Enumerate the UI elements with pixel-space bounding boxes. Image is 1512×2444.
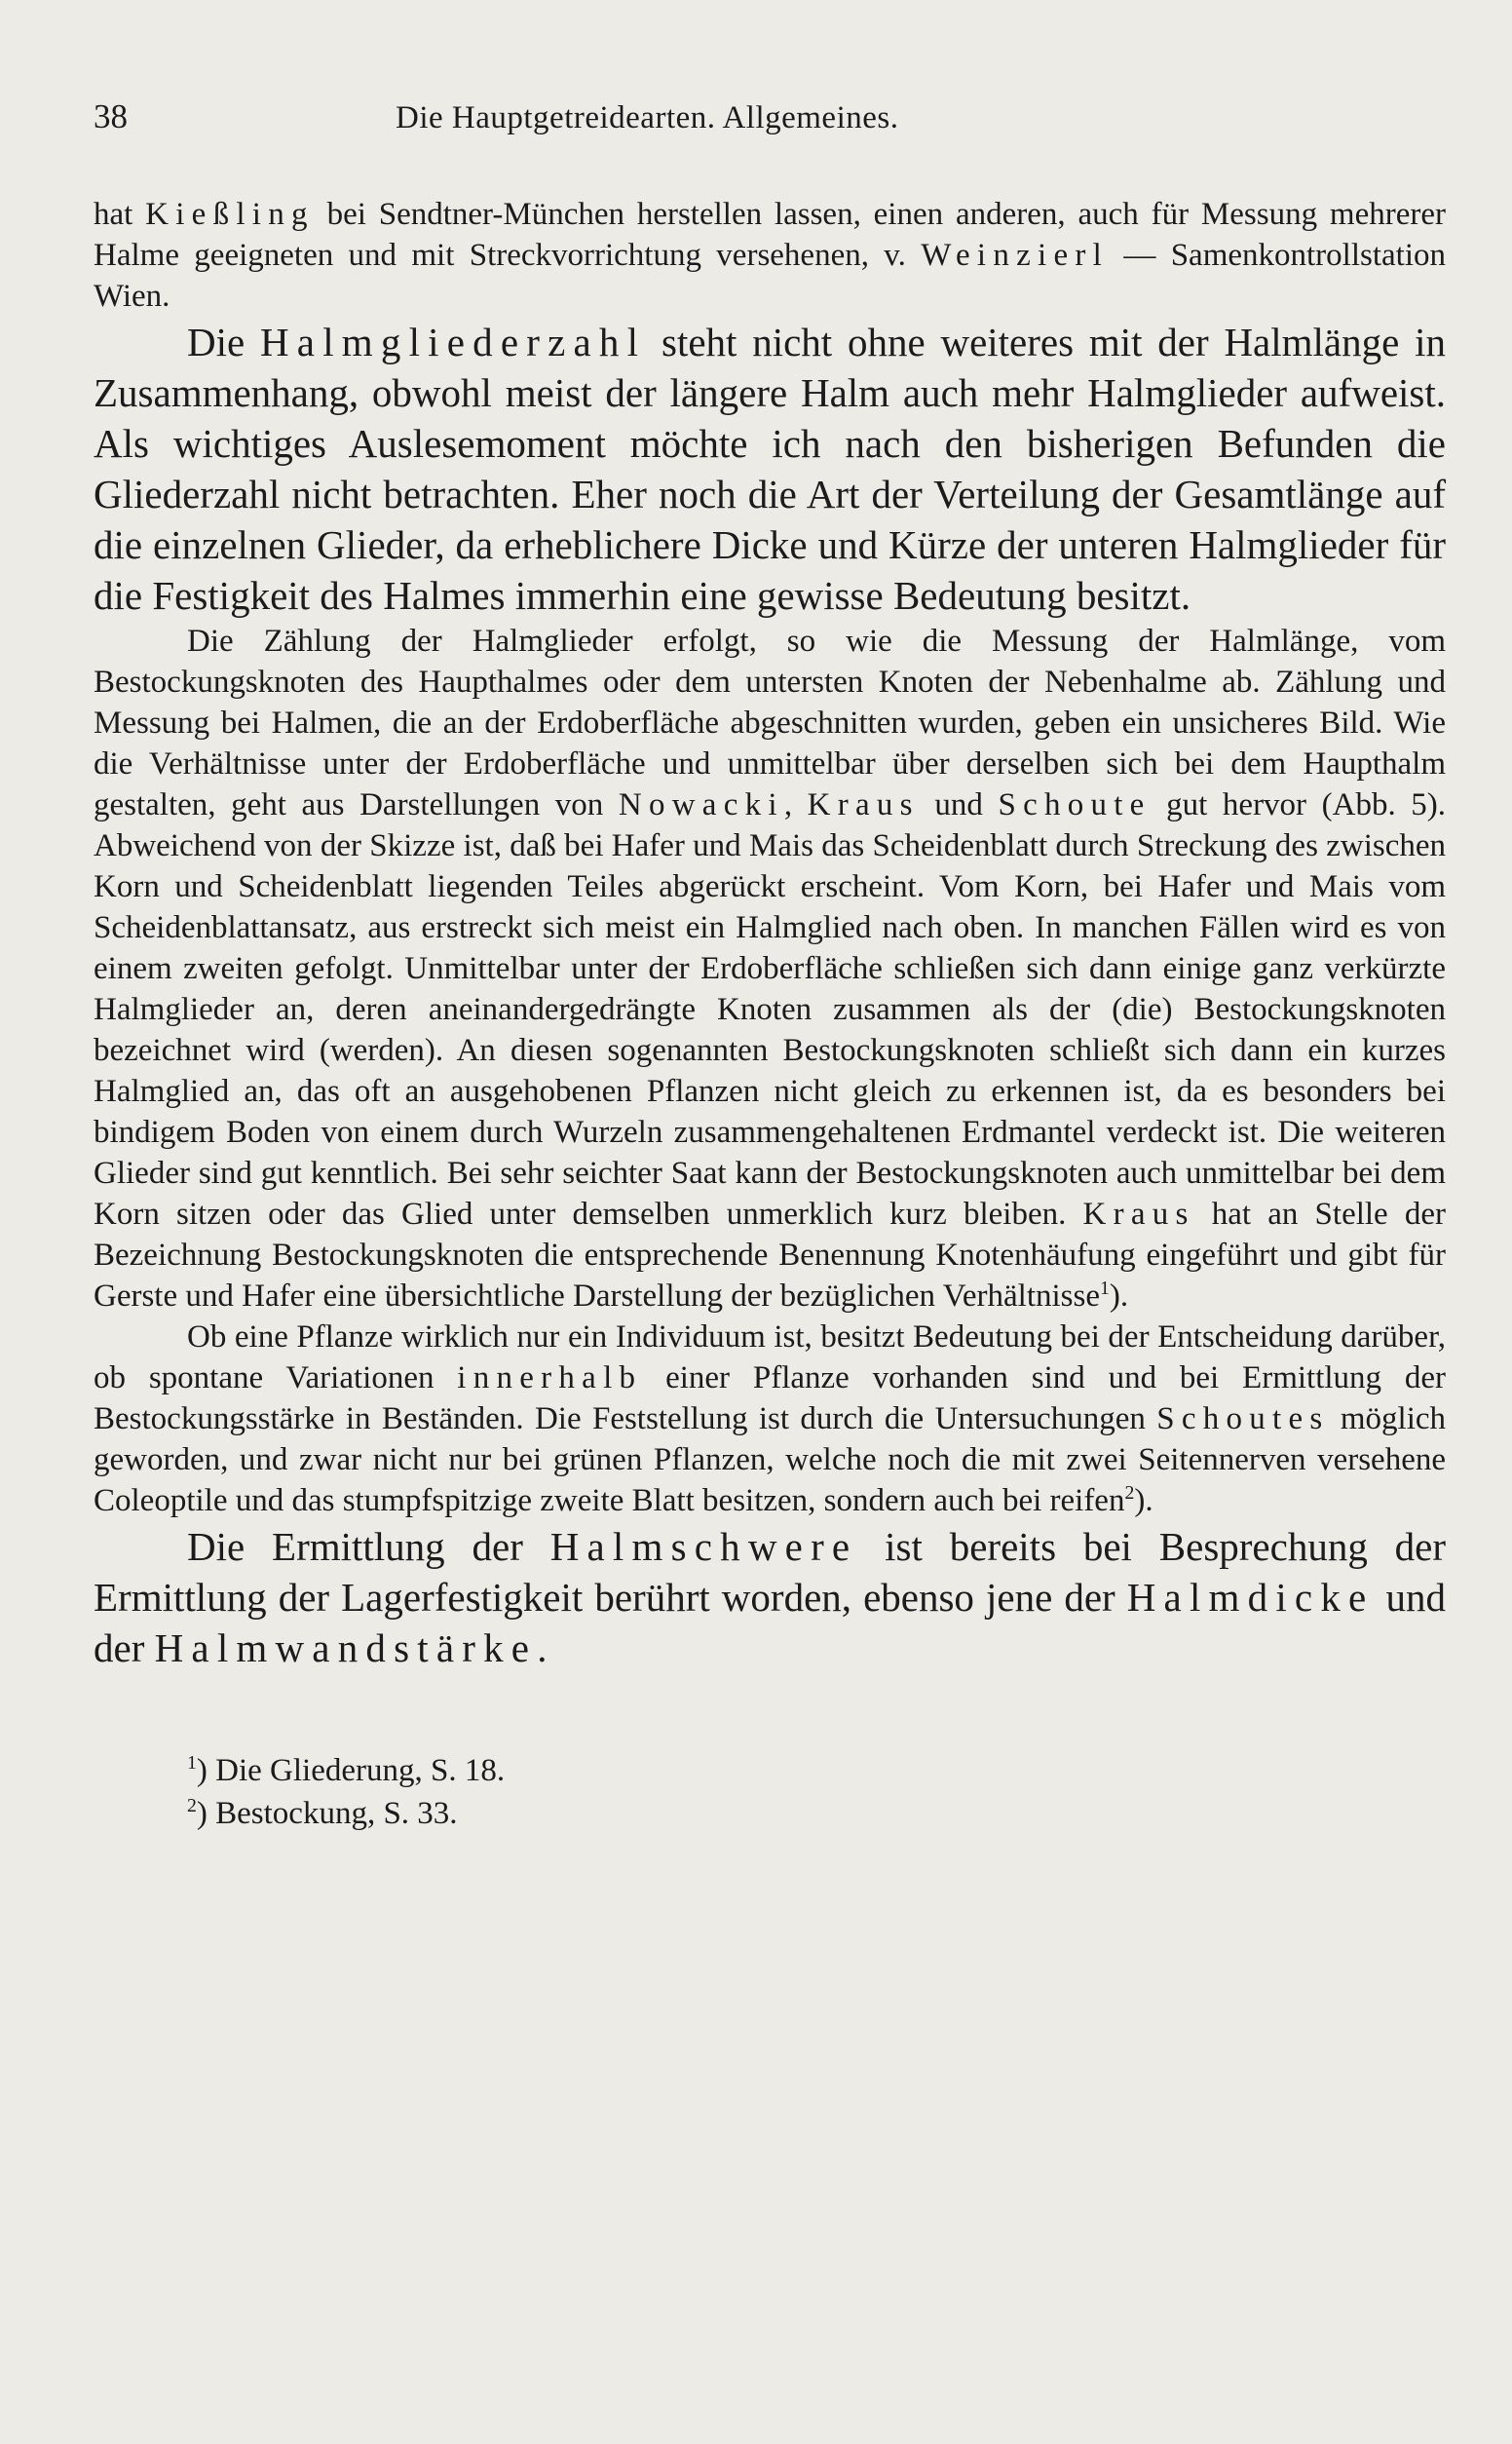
paragraph-1: [94, 194, 1446, 317]
text-run: Die Zählung der Halmglieder erfolgt, so wie die Messung der Halmlänge, vom Bestockungsknoten des Haupthalmes oder dem untersten Knoten der Nebenhalme ab. Zählung und Messung bei Halmen, die an der Erdoberfläche abgeschnitten wurden, geben ein unsicheres Bild. Wie die Verhältnisse unter der Erdoberfläche und unmittelbar über derselben sich bei dem Haupthalm gestalten, geht aus Darstellungen von: [94, 624, 1446, 822]
spaced-term: Halmgliederzahl: [259, 320, 647, 364]
page-number: 38: [94, 97, 128, 135]
text-run: und der: [94, 1575, 1446, 1670]
spaced-name: Schoute: [998, 787, 1152, 822]
spaced-name: Kraus: [1082, 1197, 1195, 1232]
spaced-name: Kießling: [145, 197, 315, 232]
paragraph-4: [94, 1317, 1446, 1521]
text-run: hat: [94, 197, 146, 232]
footnote-text: ) Bestockung, S. 33.: [196, 1796, 458, 1831]
spaced-term: Halmdicke: [1126, 1575, 1375, 1620]
footnote-2: [187, 1792, 1446, 1835]
text-run: und: [919, 787, 999, 822]
paragraph-3: [94, 621, 1446, 1317]
text-run: Die: [187, 320, 260, 364]
footnote-marker: 2: [1124, 1482, 1135, 1504]
text-run: .: [537, 1625, 548, 1670]
paragraph-5: [94, 1521, 1446, 1673]
spaced-term: Halmschwere: [549, 1524, 858, 1569]
footnote-marker: 1: [1100, 1278, 1110, 1299]
text-run: ist bereits bei Besprechung der Ermittlung der Lagerfestigkeit berührt worden, ebenso jene der: [94, 1524, 1447, 1620]
spaced-term: Halmwandstärke: [154, 1625, 538, 1670]
paragraph-2: [94, 317, 1446, 621]
text-run: steht nicht ohne weiteres mit der Halmlänge in Zusammenhang, obwohl meist der längere Halm auch mehr Halmglieder aufweist. Als wichtiges Auslesemoment möchte ich nach den bisherigen Befunden die Gliederzahl nicht betrachten. Eher noch die Art der Verteilung der Gesamtlänge auf die einzelnen Glieder, da erheblichere Dicke und Kürze der unteren Halmglieder für die Festigkeit des Halmes immerhin eine gewisse Bedeutung besitzt.: [94, 320, 1446, 618]
footnotes: [94, 1749, 1446, 1835]
spaced-name: Kraus: [807, 787, 920, 822]
footnote-mark: 2: [187, 1795, 197, 1816]
spaced-name: Weinzierl: [921, 238, 1110, 273]
text-run: hat an Stelle der Bezeichnung Bestockungsknoten die entsprechende Benennung Knotenhäufung eingeführt und gibt für Gerste und Hafer eine übersichtliche Darstellung der bezüglichen Verhältnisse: [94, 1197, 1446, 1314]
text-run: möglich geworden, und zwar nicht nur bei grünen Pflanzen, welche noch die mit zwei Seitennerven versehene Coleoptile und das stumpfspitzige zweite Blatt besitzen, sondern auch bei reifen: [94, 1401, 1447, 1518]
text-run: ,: [783, 787, 808, 822]
page-header: [94, 97, 1446, 137]
footnote-mark: 1: [187, 1752, 197, 1774]
text-run: ).: [1109, 1279, 1129, 1314]
text-run: bei Sendtner-München herstellen lassen, einen anderen, auch für Messung mehrerer Halme geeigneten und mit Streckvorrichtung versehenen, v.: [94, 197, 1446, 273]
footnote-1: [187, 1749, 1446, 1792]
text-run: Ob eine Pflanze wirklich nur ein Individuum ist, besitzt Bedeutung bei der Entscheidung darüber, ob spontane Variationen: [94, 1319, 1446, 1395]
text-run: gut hervor (Abb. 5). Abweichend von der Skizze ist, daß bei Hafer und Mais das Scheidenblatt durch Streckung des zwischen Korn und Scheidenblatt liegenden Teiles abgerückt erscheint. Vom Korn, bei Hafer und Mais vom Scheidenblattansatz, aus erstreckt sich meist ein Halmglied nach oben. In manchen Fällen wird es von einem zweiten gefolgt. Unmittelbar unter der Erdoberfläche schließen sich dann einige ganz verkürzte Halmglieder an, deren aneinandergedrängte Knoten zusammen als der (die) Bestockungsknoten bezeichnet wird (werden). An diesen sogenannten Bestockungsknoten schließt sich dann ein kurzes Halmglied an, das oft an ausgehobenen Pflanzen nicht gleich zu erkennen ist, da es besonders bei bindigem Boden von einem durch Wurzeln zusammengehaltenen Erdmantel verdeckt ist. Die weiteren Glieder sind gut kenntlich. Bei sehr seichter Saat kann der Bestockungsknoten auch unmittelbar bei dem Korn sitzen oder das Glied unter demselben unmerklich kurz bleiben.: [94, 787, 1447, 1232]
spaced-term: innerhalb: [457, 1360, 643, 1395]
spaced-name: Schoutes: [1156, 1401, 1330, 1436]
text-run: einer Pflanze vorhanden sind und bei Ermittlung der Bestockungsstärke in Beständen. Die Feststellung ist durch die Untersuchungen: [94, 1360, 1446, 1436]
footnote-text: ) Die Gliederung, S. 18.: [196, 1753, 506, 1788]
running-title: Die Hauptgetreidearten. Allgemeines.: [396, 100, 899, 135]
text-run: ).: [1134, 1483, 1153, 1518]
text-run: Die Ermittlung der: [187, 1524, 550, 1569]
spaced-name: Nowacki: [618, 787, 784, 822]
text-run: — Samenkontrollstation Wien.: [94, 238, 1446, 314]
